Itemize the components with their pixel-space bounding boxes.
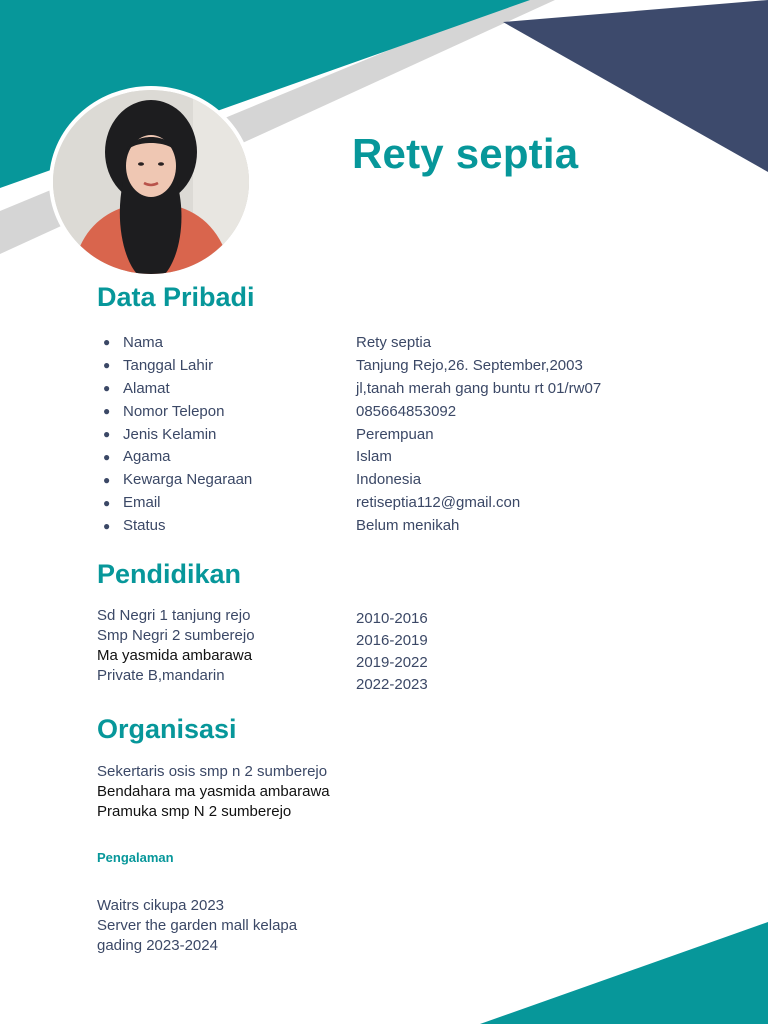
school-item: Ma yasmida ambarawa — [97, 647, 253, 664]
personal-label: Status — [123, 517, 166, 535]
organization-list — [97, 762, 330, 822]
experience-item: gading 2023-2024 — [97, 937, 218, 954]
bullet-icon: ● — [103, 449, 111, 464]
personal-value: Belum menikah — [356, 517, 460, 535]
profile-name: Rety septia — [352, 130, 579, 177]
school-item: Private B,mandarin — [97, 667, 225, 684]
bullet-icon: ● — [103, 358, 111, 373]
personal-value: retiseptia112@gmail.con — [356, 494, 521, 512]
section-heading-personal: Data Pribadi — [97, 282, 255, 312]
personal-label: Alamat — [123, 379, 170, 397]
personal-row — [103, 400, 601, 423]
experience-list — [97, 896, 297, 956]
personal-row — [103, 445, 601, 468]
personal-row — [103, 491, 601, 514]
organization-item: Sekertaris osis smp n 2 sumberejo — [97, 763, 328, 780]
personal-row — [103, 331, 601, 354]
school-item: Smp Negri 2 sumberejo — [97, 627, 255, 644]
year-item: 2016-2019 — [356, 632, 428, 649]
bullet-icon: ● — [103, 381, 111, 396]
personal-data-list — [103, 331, 601, 537]
school-item: Sd Negri 1 tanjung rejo — [97, 607, 251, 624]
bullet-icon: ● — [103, 335, 111, 350]
personal-row — [103, 468, 601, 491]
personal-row — [103, 514, 601, 537]
personal-row — [103, 354, 601, 377]
personal-label: Email — [123, 494, 161, 512]
bullet-icon: ● — [103, 495, 111, 510]
section-heading-organization: Organisasi — [97, 714, 237, 744]
personal-value: jl,tanah merah gang buntu rt 01/rw07 — [356, 379, 602, 397]
personal-label: Tanggal Lahir — [123, 356, 214, 374]
bullet-icon: ● — [103, 472, 111, 487]
personal-row — [103, 423, 601, 446]
personal-value: Tanjung Rejo,26. September,2003 — [356, 356, 583, 374]
section-heading-education: Pendidikan — [97, 559, 242, 589]
organization-item: Pramuka smp N 2 sumberejo — [97, 803, 292, 820]
personal-label: Nama — [123, 333, 164, 351]
year-item: 2022-2023 — [356, 676, 428, 693]
bottom-teal-triangle — [480, 922, 768, 1024]
profile-photo — [49, 86, 253, 278]
personal-value: Perempuan — [356, 425, 434, 443]
education-school-list — [97, 606, 255, 686]
personal-value: Indonesia — [356, 471, 422, 489]
bullet-icon: ● — [103, 427, 111, 441]
personal-label: Agama — [123, 448, 171, 466]
personal-value: 085664853092 — [356, 402, 457, 420]
personal-label: Kewarga Negaraan — [123, 471, 253, 489]
bullet-icon: ● — [103, 518, 111, 533]
personal-row — [103, 377, 601, 400]
year-item: 2010-2016 — [356, 610, 428, 627]
education-year-list — [356, 608, 428, 696]
personal-value: Islam — [356, 448, 392, 466]
section-heading-experience: Pengalaman — [97, 850, 174, 865]
personal-label: Nomor Telepon — [123, 402, 225, 420]
year-item: 2019-2022 — [356, 654, 428, 671]
personal-label: Jenis Kelamin — [123, 425, 217, 443]
bullet-icon: ● — [103, 404, 111, 419]
organization-item: Bendahara ma yasmida ambarawa — [97, 783, 330, 800]
experience-item: Waitrs cikupa 2023 — [97, 897, 225, 914]
personal-value: Rety septia — [356, 333, 432, 351]
experience-item: Server the garden mall kelapa — [97, 917, 298, 934]
